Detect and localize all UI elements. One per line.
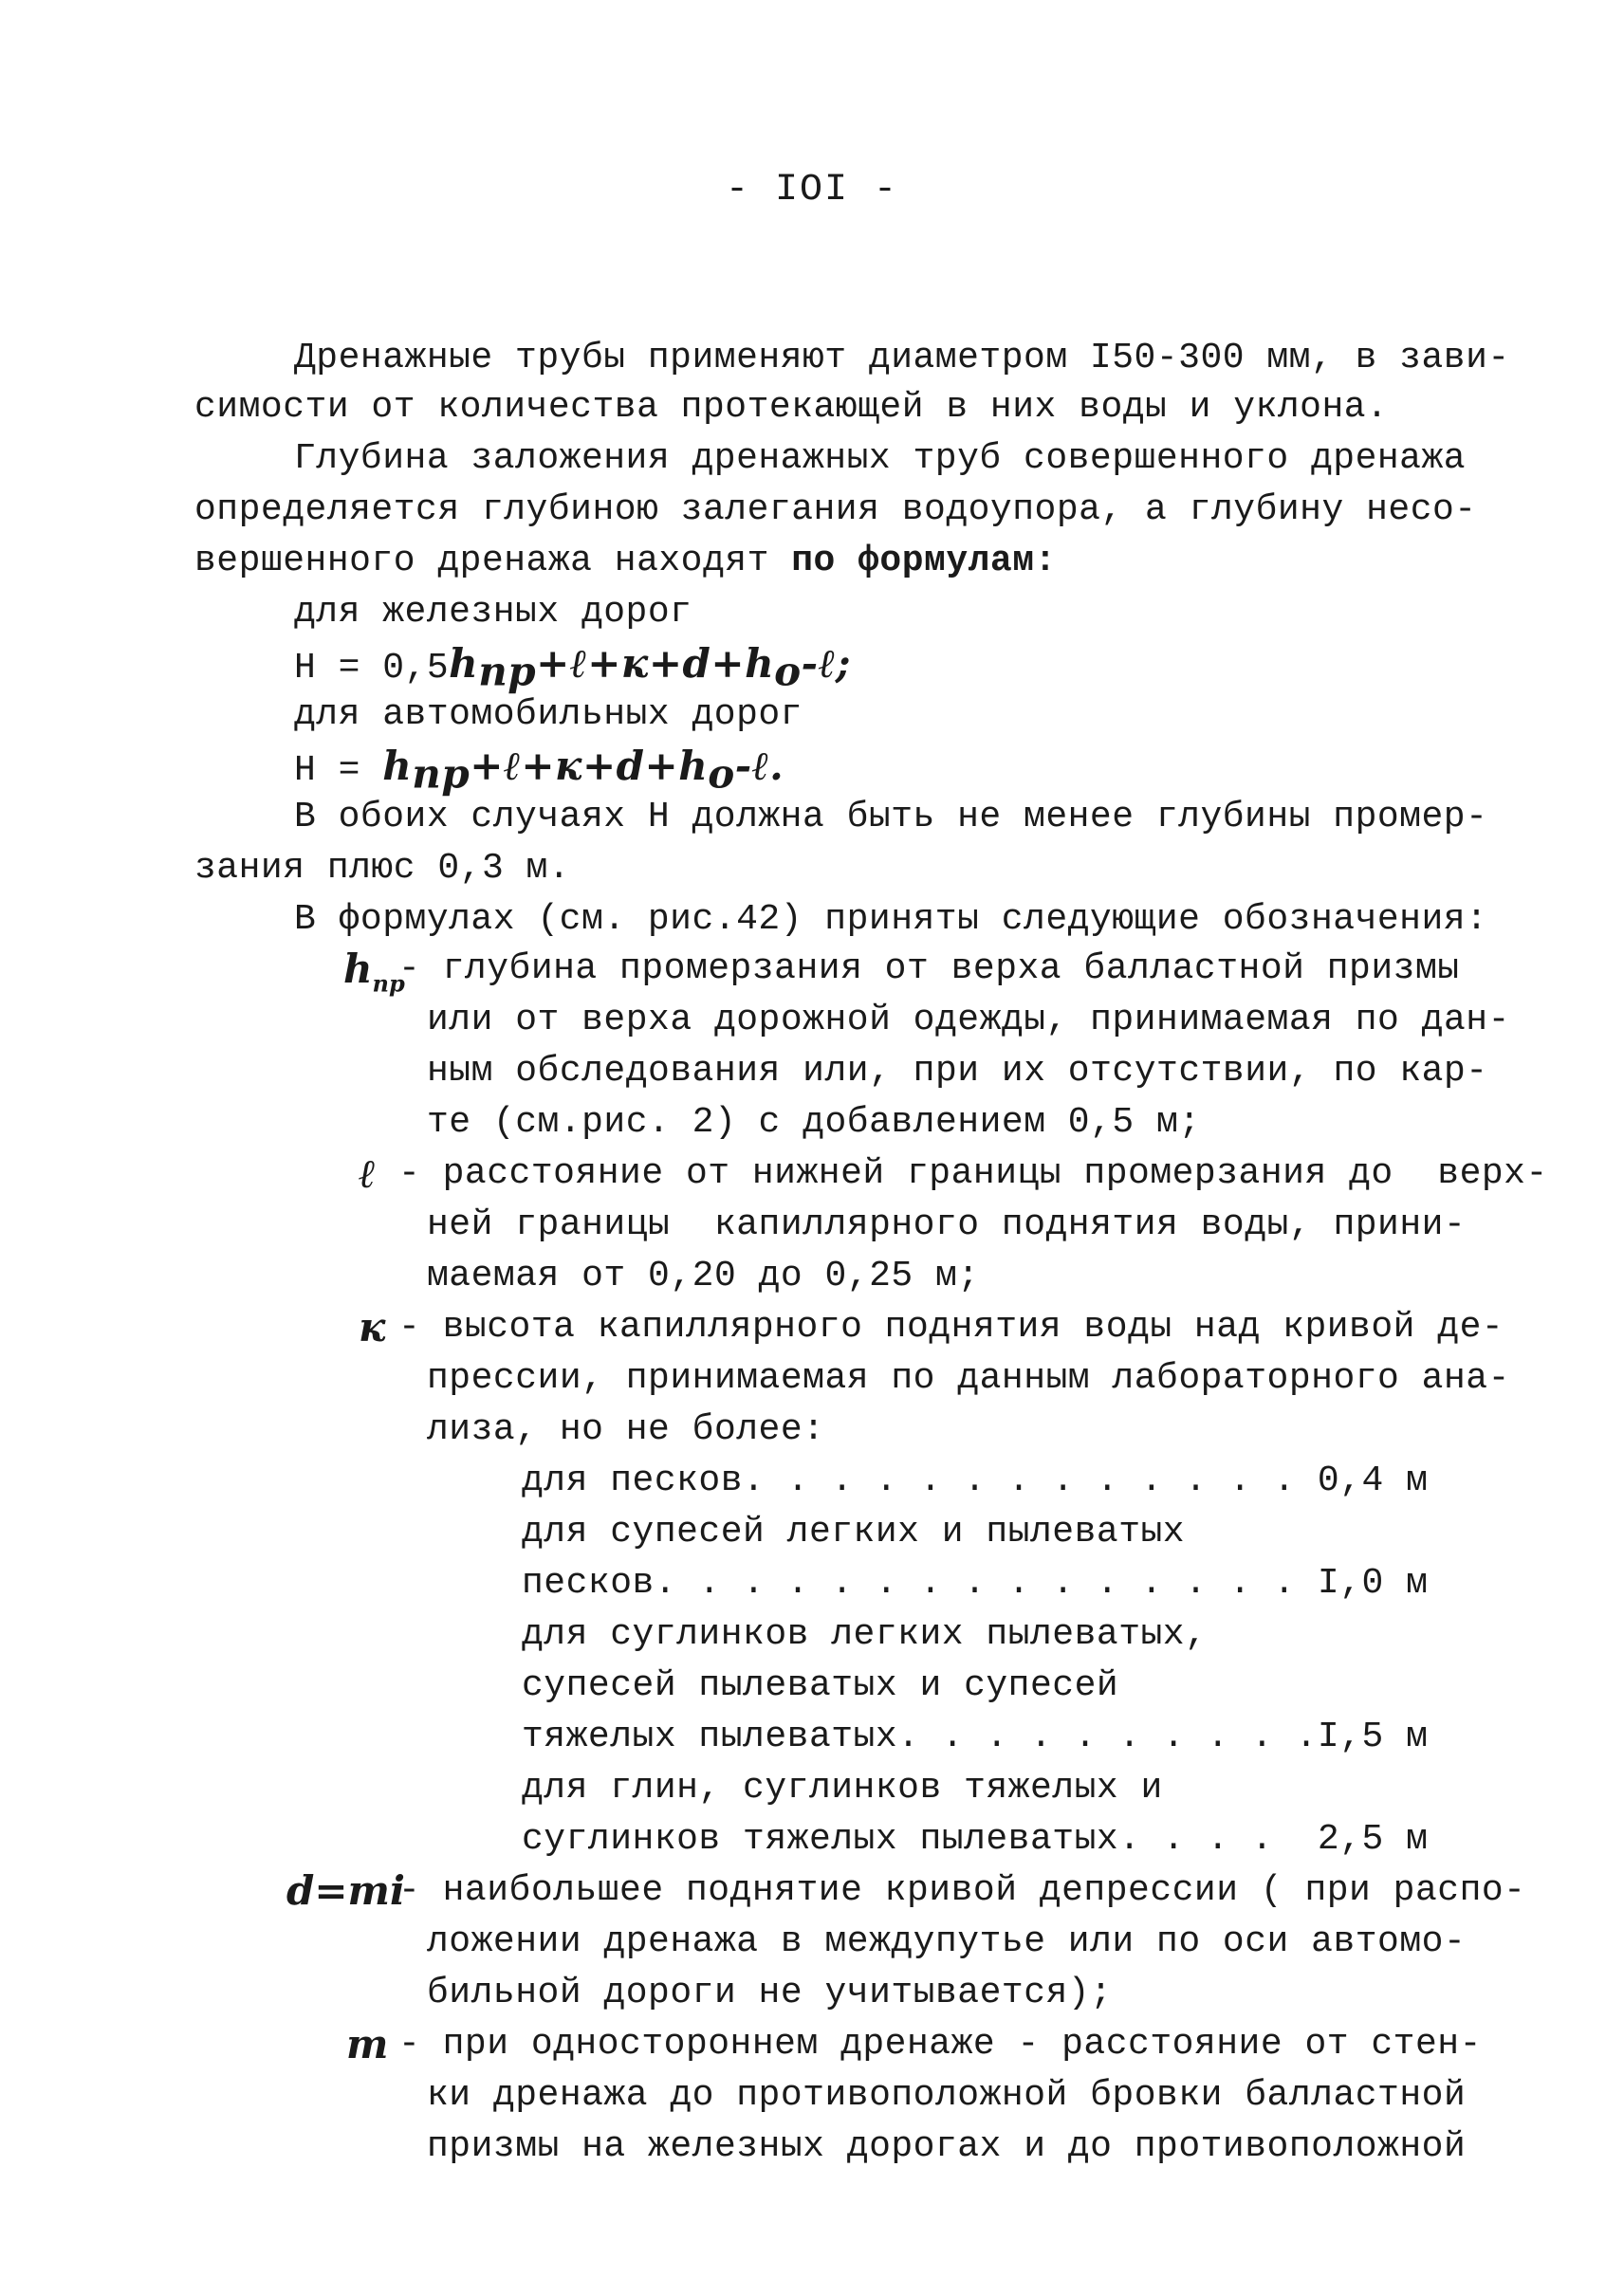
- def-d-line-1: - наибольшее поднятие кривой депрессии ( при распо-: [398, 1870, 1526, 1911]
- symbol-m: m: [346, 2021, 389, 2067]
- road-formula-end: -ℓ.: [734, 743, 784, 789]
- paragraph-2-line-3-bold: по формулам:: [791, 541, 1057, 581]
- symbol-h-pr: [343, 945, 405, 1008]
- def-k-line-2: прессии, принимаемая по данным лабораторного ана-: [427, 1358, 1510, 1399]
- paragraph-1-line-2: симости от количества протекающей в них воды и уклона.: [194, 387, 1389, 428]
- symbol-h-pr-sub: пр: [372, 969, 405, 998]
- symbol-k: к: [359, 1304, 386, 1350]
- def-k-line-3: лиза, но не более:: [427, 1409, 825, 1450]
- railway-formula-rest: +ℓ+к+d+h: [536, 640, 775, 687]
- symbol-l: ℓ: [359, 1150, 376, 1197]
- paragraph-2-line-3-text: вершенного дренажа находят: [194, 541, 792, 581]
- railway-formula-sub: пр: [478, 648, 537, 695]
- def-l-line-2: ней границы капиллярного поднятия воды, прини-: [427, 1204, 1467, 1245]
- def-m-line-3: призмы на железных дорогах и до противоположной: [427, 2126, 1467, 2167]
- road-formula-sub2: о: [708, 750, 735, 798]
- def-hpr-line-3: ным обследования или, при их отсутствии, по кар-: [427, 1051, 1488, 1092]
- soil-sand: для песков. . . . . . . . . . . . . 0,4 м: [522, 1460, 1429, 1501]
- def-hpr-line-1: - глубина промерзания от верха балластной призмы: [398, 948, 1460, 989]
- road-formula-rest: +ℓ+к+d+h: [470, 743, 709, 789]
- road-formula-sub: пр: [412, 750, 471, 798]
- road-formula-h: h: [382, 743, 413, 789]
- symbol-d-mi: d=mi: [286, 1867, 405, 1914]
- symbol-h-pr-main: h: [343, 946, 373, 992]
- page-number: - IOI -: [725, 169, 899, 211]
- def-hpr-line-4: те (см.рис. 2) с добавлением 0,5 м;: [427, 1102, 1201, 1143]
- notation-intro: В формулах (см. рис.42) приняты следующие обозначения:: [294, 899, 1488, 940]
- def-hpr-line-2: или от верха дорожной одежды, принимаемая по дан-: [427, 1000, 1510, 1040]
- railway-formula: [294, 639, 851, 697]
- paragraph-2-line-3: [194, 537, 1057, 586]
- soil-sandy-loam-line-2: песков. . . . . . . . . . . . . . . I,0 м: [522, 1563, 1429, 1604]
- soil-loam-line-2: супесей пылеватых и супесей: [522, 1665, 1119, 1706]
- def-l-line-1: - расстояние от нижней границы промерзания до верх-: [398, 1153, 1548, 1194]
- soil-sandy-loam-line-1: для супесей легких и пылеватых: [522, 1512, 1186, 1552]
- def-m-line-1: - при одностороннем дренаже - расстояние от стен-: [398, 2024, 1482, 2065]
- road-formula-prefix: Н =: [294, 750, 360, 791]
- soil-clay-line-2: суглинков тяжелых пылеватых. . . . 2,5 м: [522, 1819, 1429, 1860]
- railway-formula-sub2: о: [774, 648, 802, 695]
- def-l-line-3: маемая от 0,20 до 0,25 м;: [427, 1256, 980, 1296]
- def-d-line-2: ложении дренажа в междупутье или по оси автомо-: [427, 1921, 1467, 1962]
- def-d-line-3: бильной дороги не учитывается);: [427, 1973, 1113, 2013]
- railway-formula-prefix: Н = 0,5: [294, 648, 450, 689]
- def-k-line-1: - высота капиллярного поднятия воды над кривой де-: [398, 1307, 1504, 1348]
- road-label: для автомобильных дорог: [294, 694, 803, 735]
- soil-loam-line-1: для суглинков легких пылеватых,: [522, 1614, 1208, 1655]
- condition-line-2: зания плюс 0,3 м.: [194, 848, 571, 889]
- condition-line-1: В обоих случаях Н должна быть не менее глубины промер-: [294, 797, 1488, 837]
- railway-formula-h: h: [449, 640, 479, 687]
- paragraph-2-line-2: определяется глубиною залегания водоупора, а глубину несо-: [194, 489, 1477, 530]
- railway-label: для железных дорог: [294, 592, 692, 633]
- paragraph-2-line-1: Глубина заложения дренажных труб совершенного дренажа: [294, 438, 1467, 479]
- road-formula: [294, 742, 784, 799]
- soil-loam-line-3: тяжелых пылеватых. . . . . . . . . .I,5 м: [522, 1717, 1429, 1757]
- paragraph-1-line-1: Дренажные трубы применяют диаметром I50-300 мм, в зави-: [294, 338, 1510, 378]
- def-m-line-2: ки дренажа до противоположной бровки балластной: [427, 2075, 1467, 2116]
- soil-clay-line-1: для глин, суглинков тяжелых и: [522, 1768, 1163, 1809]
- railway-formula-end: -ℓ;: [801, 640, 852, 687]
